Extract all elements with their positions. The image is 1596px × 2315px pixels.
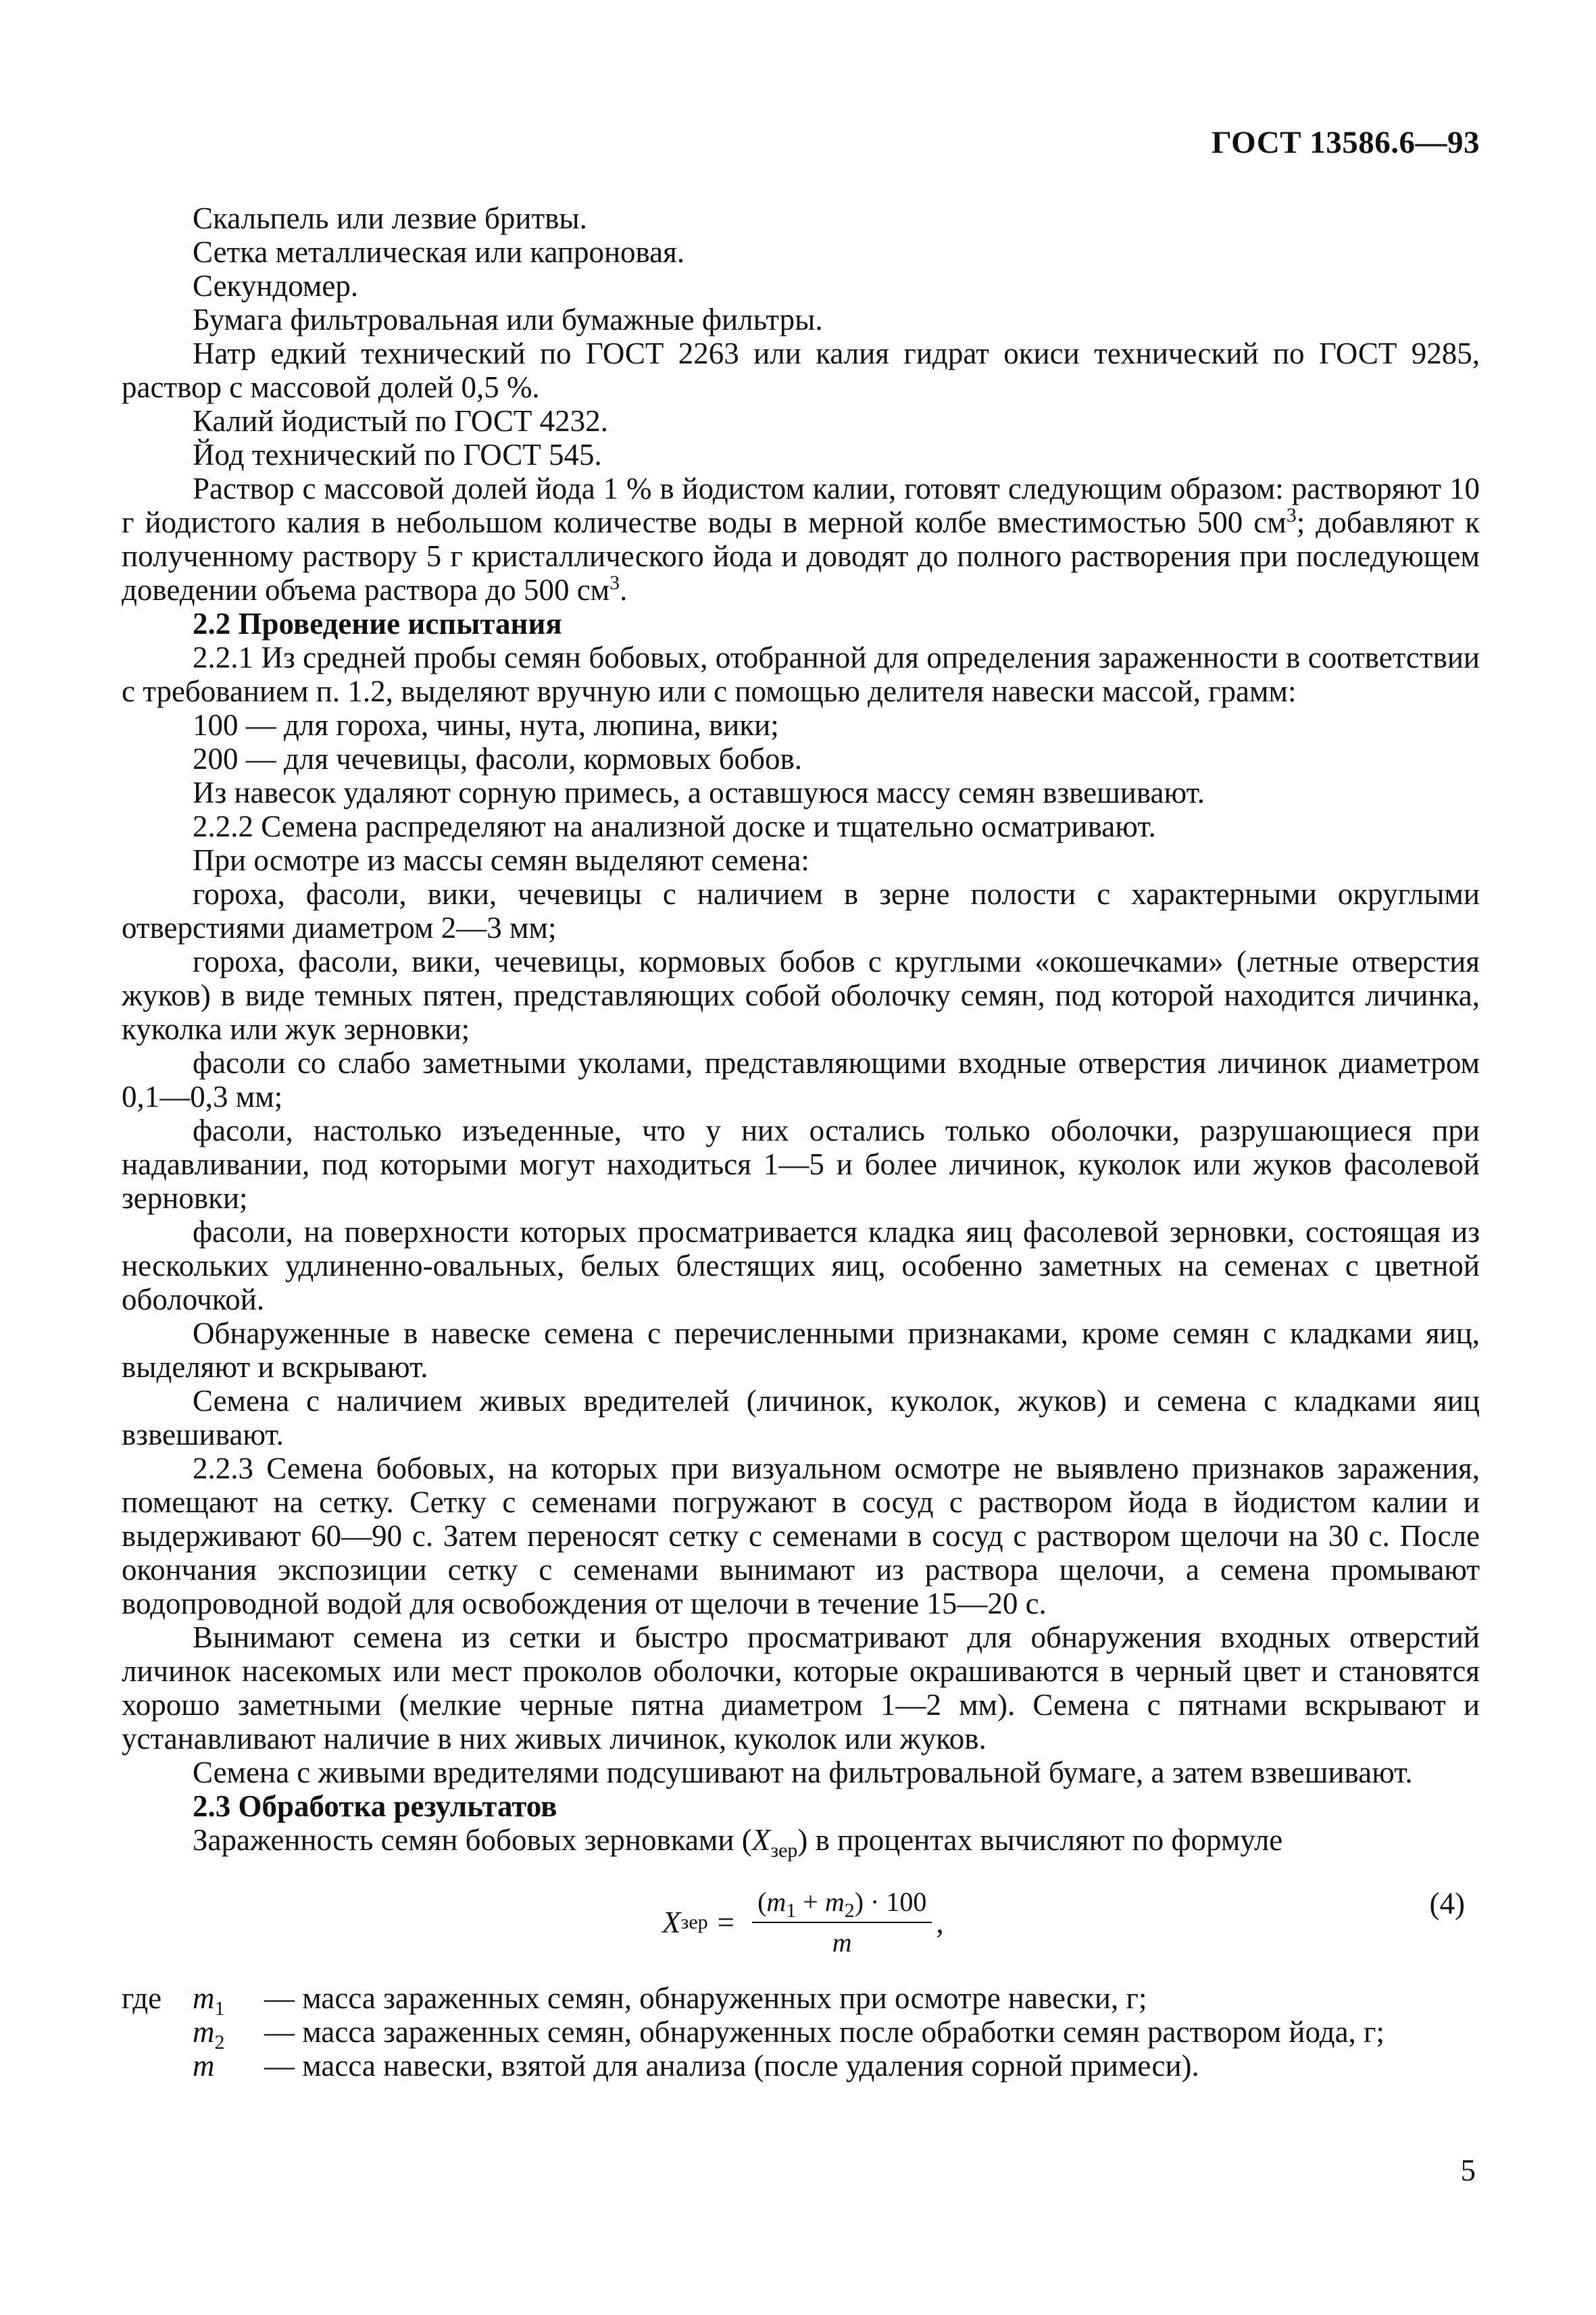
paragraph: гороха, фасоли, вики, чечевицы, кормовых бобов с круглыми «окошечками» (летные отверстия жуков) в виде темных пятен, представляющих собой оболочку семян, под которой находится личинка, куколка или жук зерновки; xyxy=(122,945,1480,1046)
paragraph: При осмотре из массы семян выделяют семена: xyxy=(193,843,809,877)
paragraph: фасоли, настолько изъеденные, что у них остались только оболочки, разрушающиеся при надавливании, под которыми могут находиться 1—5 и более личинок, куколок или жуков фасолевой зерновки; xyxy=(122,1114,1480,1215)
paragraph: Сетка металлическая или капроновая. xyxy=(193,235,685,269)
equation-number: (4) xyxy=(1429,1887,1465,1920)
where-item: m — масса навески, взятой для анализа (после удаления сорной примеси). xyxy=(193,2049,1199,2083)
paragraph: фасоли, на поверхности которых просматривается кладка яиц фасолевой зерновки, состоящая из нескольких удлиненно-овальных, белых блестящих яиц, особенно заметных на семенах с цветной оболочкой. xyxy=(122,1215,1480,1316)
paragraph: Семена с наличием живых вредителей (личинок, куколок, жуков) и семена с кладками яиц взвешивают. xyxy=(122,1384,1480,1451)
paragraph: Из навесок удаляют сорную примесь, а оставшуюся массу семян взвешивают. xyxy=(193,776,1205,810)
paragraph: Йод технический по ГОСТ 545. xyxy=(193,438,602,472)
paragraph: Обнаруженные в навеске семена с перечисленными признаками, кроме семян с кладками яиц, выделяют и вскрывают. xyxy=(122,1316,1480,1384)
paragraph: Семена с живыми вредителями подсушивают на фильтровальной бумаге, а затем взвешивают. xyxy=(193,1756,1413,1789)
paragraph: Скальпель или лезвие бритвы. xyxy=(193,201,587,235)
paragraph: 2.2.1 Из средней пробы семян бобовых, отобранной для определения зараженности в соответствии с требованием п. 1.2, выделяют вручную или с помощью делителя навески массой, грамм: xyxy=(122,641,1480,708)
paragraph: Вынимают семена из сетки и быстро просматривают для обнаружения входных отверстий личинок насекомых или мест проколов оболочки, которые окрашиваются в черный цвет и становятся хорошо заметными (мелкие черные пятна диаметром 1—2 мм). Семена с пятнами вскрывают и устанавливают наличие в них живых личинок, куколок или жуков. xyxy=(122,1620,1480,1756)
fraction xyxy=(752,1887,932,1958)
formula-block xyxy=(122,1872,1480,1973)
page-content xyxy=(122,201,1480,2083)
formula-intro: Зараженность семян бобовых зерновками $(X_{зер})$ в процентах вычисляют по формуле xyxy=(193,1823,1283,1862)
paragraph: 2.2.3 Семена бобовых, на которых при визуальном осмотре не выявлено признаков заражения, помещают на сетку. Сетку с семенами погружают в сосуд с раствором йода в йодистом калии и выдерживают 60—90 с. Затем переносят сетку с семенами в сосуд с раствором щелочи на 30 с. После окончания экспозиции сетку с семенами вынимают из раствора щелочи, а семена промывают водопроводной водой для освобождения от щелочи в течение 15—20 с. xyxy=(122,1451,1480,1620)
iodine-solution-paragraph: Раствор с массовой долей йода 1 % в йодистом калии, готовят следующим образом: растворяют 10 г йодистого калия в небольшом количестве воды в мерной колбе вместимостью 500 $см^3$; добавляют к полученному раствору 5 г кристаллического йода и доводят до полного растворения при последующем доведении объема раствора до 500 $см^3$. xyxy=(122,472,1480,607)
variable-symbol: $m_2$ xyxy=(193,2015,225,2053)
where-item: $m_2$ — масса зараженных семян, обнаруженных после обработки семян раствором йода, г; xyxy=(193,2015,1385,2053)
fraction-denominator: m xyxy=(832,1927,852,1958)
paragraph: гороха, фасоли, вики, чечевицы с наличием в зерне полости с характерными округлыми отверстиями диаметром 2—3 мм; xyxy=(122,877,1480,945)
paragraph: фасоли со слабо заметными уколами, представляющими входные отверстия личинок диаметром 0,1—0,3 мм; xyxy=(122,1046,1480,1114)
variable-symbol: $m_1$ xyxy=(193,1981,225,2020)
paragraph: 2.2.2 Семена распределяют на анализной доске и тщательно осматривают. xyxy=(193,810,1156,843)
page-number: 5 xyxy=(1460,2154,1476,2187)
document-header: ГОСТ 13586.6—93 xyxy=(1211,125,1480,160)
paragraph: Секундомер. xyxy=(193,269,359,303)
paragraph: 200 — для чечевицы, фасоли, кормовых бобов. xyxy=(193,742,802,776)
formula: X зер = $\frac{(m_1 + m_2) \cdot 100}{m}$ , xyxy=(662,1887,944,1958)
fraction-numerator: $(m_1 + m_2) \cdot 100$ xyxy=(752,1887,932,1923)
paragraph: Бумага фильтровальная или бумажные фильтры. xyxy=(193,303,823,337)
paragraph: Калий йодистый по ГОСТ 4232. xyxy=(193,404,608,438)
paragraph: 100 — для гороха, чины, нута, люпина, вики; xyxy=(193,708,779,742)
paragraph: Натр едкий технический по ГОСТ 2263 или калия гидрат окиси технический по ГОСТ 9285, раствор с массовой долей 0,5 %. xyxy=(122,337,1480,404)
section-heading-2-3: 2.3 Обработка результатов xyxy=(193,1789,557,1823)
where-item: где $m_1$ — масса зараженных семян, обнаруженных при осмотре навески, г; xyxy=(122,1981,1147,2020)
variable-symbol: m xyxy=(193,2049,215,2083)
section-heading-2-2: 2.2 Проведение испытания xyxy=(193,607,562,641)
